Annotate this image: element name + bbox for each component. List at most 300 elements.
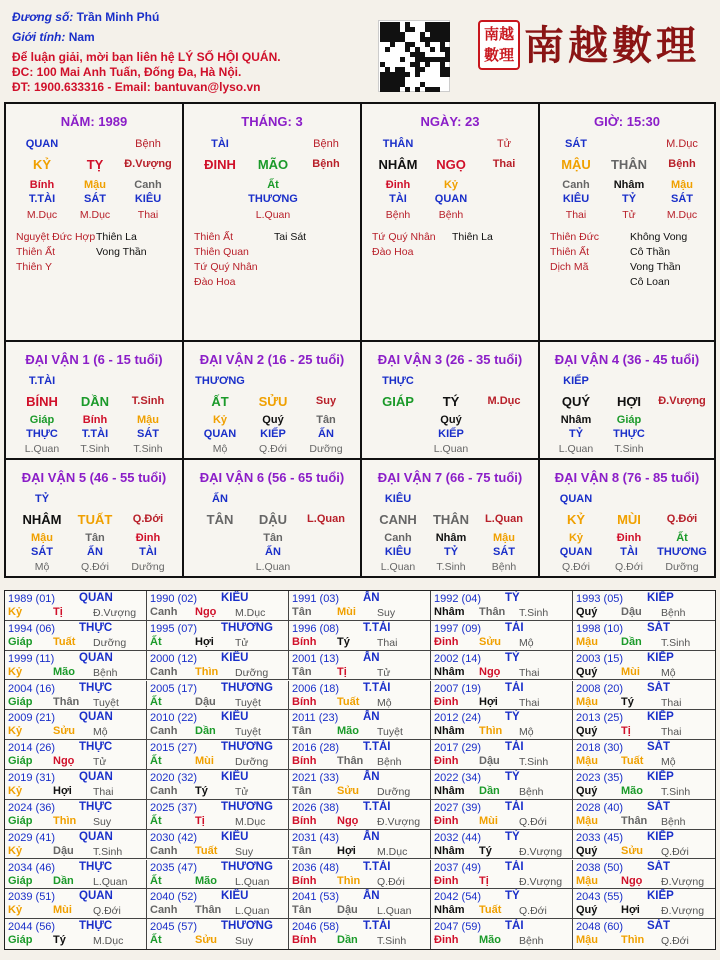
year-star: T.TÀI bbox=[363, 741, 391, 754]
year-star: ẤN bbox=[363, 830, 380, 843]
god-left: Thiên Ất bbox=[194, 231, 234, 243]
hidden-stem: Mậu bbox=[84, 179, 106, 191]
year-state: Tử bbox=[377, 666, 391, 679]
year-stem: Bính bbox=[292, 814, 317, 827]
year-branch: Thân bbox=[337, 755, 364, 768]
year-stem: Giáp bbox=[8, 874, 33, 887]
year-star: ẤN bbox=[363, 592, 380, 604]
year-stem: Tân bbox=[292, 785, 312, 797]
hidden-state: Dưỡng bbox=[309, 443, 343, 455]
year-stem: Kỷ bbox=[8, 844, 23, 857]
year-cell[interactable] bbox=[5, 889, 147, 919]
year-cell[interactable] bbox=[5, 919, 147, 949]
year-branch: Tuất bbox=[479, 904, 502, 917]
year-star: KIÊU bbox=[221, 890, 249, 903]
year-stem: Đinh bbox=[434, 934, 459, 947]
year-branch: Hợi bbox=[195, 635, 214, 648]
year-label: 2023 (35) bbox=[576, 772, 624, 784]
year-label: 2038 (50) bbox=[576, 861, 624, 874]
year-star: KIẾP bbox=[647, 651, 674, 664]
year-branch: Hợi bbox=[337, 844, 356, 857]
year-stem: Mậu bbox=[576, 635, 598, 648]
dai-van-branch: DẦN bbox=[80, 394, 110, 409]
year-stem: Nhâm bbox=[434, 606, 465, 618]
year-cell[interactable] bbox=[5, 740, 147, 770]
phone-email-line[interactable]: ĐT: 1900.633316 - Email: bantuvan@lyso.vn bbox=[12, 80, 261, 94]
year-cell[interactable] bbox=[147, 830, 289, 860]
year-star: THỰC bbox=[79, 920, 113, 933]
hidden-state: Q.Đới bbox=[259, 443, 287, 455]
dai-van-4 bbox=[540, 342, 714, 460]
hidden-star: ẤN bbox=[265, 546, 281, 558]
year-cell[interactable] bbox=[147, 740, 289, 770]
year-branch: Sửu bbox=[53, 725, 76, 738]
year-state: Bệnh bbox=[519, 786, 544, 798]
year-star: ẤN bbox=[363, 771, 380, 783]
god-left: Tứ Quý Nhân bbox=[194, 261, 258, 273]
hidden-state: M.Dục bbox=[26, 209, 58, 221]
year-cell[interactable] bbox=[573, 860, 715, 890]
year-cell[interactable] bbox=[289, 860, 431, 890]
year-stem: Mậu bbox=[576, 934, 598, 947]
dai-van-state: T.Sinh bbox=[131, 395, 165, 407]
year-cell[interactable] bbox=[147, 919, 289, 949]
year-star: TÀI bbox=[505, 621, 524, 634]
dai-van-state: L.Quan bbox=[307, 513, 345, 525]
year-cell[interactable] bbox=[147, 591, 289, 621]
year-branch: Tý bbox=[479, 844, 492, 857]
year-cell[interactable] bbox=[147, 651, 289, 681]
year-cell[interactable] bbox=[431, 621, 573, 651]
seal-stamp-icon: 南越 數理 bbox=[478, 20, 520, 70]
god-left: Nguyệt Đức Hợp bbox=[16, 231, 96, 243]
year-label: 1998 (10) bbox=[576, 622, 624, 635]
year-cell[interactable] bbox=[289, 740, 431, 770]
hidden-state: Mộ bbox=[34, 561, 50, 573]
year-label: 1994 (06) bbox=[8, 622, 56, 635]
year-branch: Sửu bbox=[479, 635, 502, 648]
hidden-state: Thai bbox=[137, 209, 159, 221]
year-stem: Nhâm bbox=[434, 785, 465, 797]
dai-van-state: Đ.Vượng bbox=[658, 395, 706, 407]
pillar-4 bbox=[540, 104, 714, 342]
year-label: 1989 (01) bbox=[8, 593, 56, 605]
pillar-title: NGÀY: 23 bbox=[420, 114, 480, 129]
year-cell[interactable] bbox=[289, 830, 431, 860]
earthly-branch: THÂN bbox=[610, 157, 648, 172]
year-stem: Nhâm bbox=[434, 844, 465, 857]
year-label: 2040 (52) bbox=[150, 891, 198, 904]
dai-van-star: KIẾP bbox=[563, 375, 589, 387]
year-cell[interactable] bbox=[573, 740, 715, 770]
hidden-stem: Canh bbox=[134, 179, 162, 191]
year-cell[interactable] bbox=[5, 710, 147, 740]
dai-van-title: ĐẠI VẬN 8 (76 - 85 tuổi) bbox=[554, 470, 700, 485]
year-stem: Nhâm bbox=[434, 904, 465, 917]
hidden-stem: Bính bbox=[82, 414, 108, 426]
god-right: Cô Thần bbox=[630, 246, 671, 258]
year-label: 2021 (33) bbox=[292, 772, 340, 784]
year-cell[interactable] bbox=[431, 710, 573, 740]
year-branch: Thìn bbox=[621, 934, 645, 947]
year-star: KIÊU bbox=[221, 771, 249, 783]
year-branch: Mão bbox=[53, 665, 75, 678]
year-cell[interactable] bbox=[431, 889, 573, 919]
hidden-state: Bệnh bbox=[438, 209, 464, 221]
main-star-state: Bệnh bbox=[313, 138, 339, 150]
year-star: TỶ bbox=[505, 651, 520, 664]
year-branch: Mão bbox=[195, 874, 217, 887]
year-label: 2022 (34) bbox=[434, 772, 482, 784]
hidden-star: SÁT bbox=[671, 193, 693, 205]
hidden-star: SÁT bbox=[137, 428, 159, 440]
hidden-star: TỶ bbox=[621, 193, 637, 205]
hidden-star: QUAN bbox=[203, 428, 237, 440]
dai-van-8 bbox=[540, 460, 714, 578]
year-star: KIÊU bbox=[221, 711, 249, 724]
year-label: 2011 (23) bbox=[292, 712, 339, 725]
year-star: SÁT bbox=[647, 860, 670, 873]
year-branch: Tị bbox=[53, 606, 63, 618]
pillar-2 bbox=[184, 104, 362, 342]
hidden-stem: Mậu bbox=[31, 532, 53, 544]
year-branch: Mão bbox=[479, 934, 501, 947]
year-label: 2044 (56) bbox=[8, 921, 56, 934]
year-state: Đ.Vượng bbox=[93, 607, 137, 619]
dai-van-2 bbox=[184, 342, 362, 460]
year-cell[interactable] bbox=[5, 591, 147, 621]
dai-van-title: ĐẠI VẬN 1 (6 - 15 tuổi) bbox=[25, 352, 163, 367]
hidden-stem: Tân bbox=[85, 532, 105, 544]
year-stem: Ất bbox=[150, 635, 162, 648]
year-branch: Ngọ bbox=[195, 606, 217, 618]
year-branch: Tuất bbox=[337, 695, 360, 708]
dai-van-branch: MÙI bbox=[617, 512, 641, 527]
year-cell[interactable] bbox=[147, 889, 289, 919]
hidden-stem: Giáp bbox=[616, 414, 642, 426]
dai-van-stem: KỶ bbox=[566, 512, 586, 527]
year-label: 2028 (40) bbox=[576, 801, 624, 814]
year-stem: Quý bbox=[576, 844, 598, 857]
main-star-state: Tử bbox=[496, 138, 512, 150]
dai-van-stem: ẤT bbox=[211, 394, 229, 409]
year-stem: Giáp bbox=[8, 755, 33, 768]
hidden-star: T.TÀI bbox=[81, 428, 109, 440]
dai-van-title: ĐẠI VẬN 2 (16 - 25 tuổi) bbox=[199, 352, 345, 367]
year-state: Bệnh bbox=[661, 815, 686, 828]
year-state: Tử bbox=[93, 756, 107, 769]
year-cell[interactable] bbox=[289, 681, 431, 711]
dai-van-state: Suy bbox=[315, 395, 337, 407]
year-branch: Tị bbox=[479, 874, 489, 887]
year-stem: Nhâm bbox=[434, 725, 465, 738]
year-cell[interactable] bbox=[147, 770, 289, 800]
pillar-1 bbox=[6, 104, 184, 342]
year-cell[interactable] bbox=[573, 830, 715, 860]
year-branch: Tý bbox=[53, 934, 66, 947]
year-branch: Mùi bbox=[479, 814, 498, 827]
year-state: Suy bbox=[93, 815, 112, 828]
hidden-star: SÁT bbox=[84, 193, 106, 205]
year-star: T.TÀI bbox=[363, 621, 391, 634]
year-star: KIẾP bbox=[647, 830, 674, 843]
year-cell[interactable] bbox=[5, 621, 147, 651]
year-label: 2016 (28) bbox=[292, 742, 340, 755]
hidden-stem: Mậu bbox=[493, 532, 515, 544]
year-stem: Canh bbox=[150, 665, 178, 678]
hidden-star: KIÊU bbox=[562, 193, 590, 205]
year-label: 2045 (57) bbox=[150, 921, 198, 934]
year-label: 1996 (08) bbox=[292, 622, 340, 635]
year-label: 2042 (54) bbox=[434, 891, 482, 904]
year-cell[interactable] bbox=[5, 860, 147, 890]
hidden-state: T.Sinh bbox=[436, 561, 466, 573]
year-branch: Thân bbox=[479, 606, 506, 618]
year-label: 2048 (60) bbox=[576, 921, 624, 934]
hidden-stem: Kỷ bbox=[212, 414, 228, 426]
year-star: QUAN bbox=[79, 890, 113, 903]
year-cell[interactable] bbox=[289, 710, 431, 740]
year-branch: Mão bbox=[621, 785, 643, 797]
year-branch: Thìn bbox=[195, 665, 219, 678]
year-state: T.Sinh bbox=[519, 607, 549, 619]
heavenly-stem: MẬU bbox=[561, 157, 591, 172]
year-label: 2043 (55) bbox=[576, 891, 624, 904]
year-label: 2033 (45) bbox=[576, 831, 624, 844]
year-star: TỶ bbox=[505, 711, 520, 724]
hidden-stem: Đinh bbox=[385, 179, 411, 191]
owner-name: Trần Minh Phú bbox=[76, 10, 160, 24]
year-branch: Ngọ bbox=[479, 665, 501, 678]
year-cell[interactable] bbox=[289, 770, 431, 800]
year-star: KIÊU bbox=[221, 830, 249, 843]
year-star: TÀI bbox=[505, 800, 524, 813]
pillar-3 bbox=[362, 104, 540, 342]
dai-van-star: THỰC bbox=[382, 375, 414, 387]
year-cell[interactable] bbox=[5, 651, 147, 681]
pillars-grid bbox=[4, 102, 716, 578]
year-stem: Mậu bbox=[576, 695, 598, 708]
year-label: 2026 (38) bbox=[292, 801, 340, 814]
year-cell[interactable] bbox=[5, 800, 147, 830]
year-cell[interactable] bbox=[573, 591, 715, 621]
year-label: 2024 (36) bbox=[8, 801, 56, 814]
year-star: T.TÀI bbox=[363, 860, 391, 873]
year-branch: Thìn bbox=[53, 814, 77, 827]
year-label: 2047 (59) bbox=[434, 921, 482, 934]
year-state: Tử bbox=[235, 786, 249, 798]
dai-van-5 bbox=[6, 460, 184, 578]
year-state: Tuyệt bbox=[235, 696, 261, 709]
year-label: 2046 (58) bbox=[292, 921, 340, 934]
year-branch: Thìn bbox=[479, 725, 503, 738]
year-label: 2017 (29) bbox=[434, 742, 482, 755]
year-cell[interactable] bbox=[573, 710, 715, 740]
year-star: ẤN bbox=[363, 890, 380, 903]
hidden-star: TÀI bbox=[139, 546, 157, 558]
hidden-state: L.Quan bbox=[380, 561, 416, 573]
year-label: 2032 (44) bbox=[434, 831, 482, 844]
year-cell[interactable] bbox=[573, 681, 715, 711]
year-cell[interactable] bbox=[431, 770, 573, 800]
hidden-stem: Quý bbox=[440, 414, 462, 426]
hidden-stem: Đinh bbox=[616, 532, 642, 544]
dai-van-star: THƯƠNG bbox=[195, 375, 245, 387]
year-cell[interactable] bbox=[573, 919, 715, 949]
year-state: Tuyệt bbox=[235, 726, 261, 739]
year-state: Dưỡng bbox=[235, 666, 269, 679]
hidden-stem: Kỷ bbox=[568, 532, 584, 544]
year-state: M.Dục bbox=[93, 935, 124, 948]
year-star: THỰC bbox=[79, 681, 113, 694]
year-table bbox=[4, 590, 716, 950]
year-cell[interactable] bbox=[431, 919, 573, 949]
year-state: Tuyệt bbox=[93, 696, 119, 709]
year-star: TỶ bbox=[505, 890, 520, 903]
year-branch: Dậu bbox=[479, 755, 500, 768]
year-cell[interactable] bbox=[431, 800, 573, 830]
year-stem: Canh bbox=[150, 725, 178, 738]
branch-state: Đ.Vượng bbox=[124, 158, 172, 170]
year-stem: Ất bbox=[150, 814, 162, 827]
year-stem: Đinh bbox=[434, 814, 459, 827]
year-stem: Quý bbox=[576, 606, 598, 618]
dai-van-stem: QUÝ bbox=[561, 394, 591, 409]
year-cell[interactable] bbox=[147, 800, 289, 830]
hidden-star: QUAN bbox=[559, 546, 593, 558]
year-branch: Tị bbox=[337, 665, 347, 678]
year-stem: Quý bbox=[576, 785, 598, 797]
year-stem: Bính bbox=[292, 695, 317, 708]
dai-van-state: M.Dục bbox=[487, 395, 521, 407]
main-star-state: M.Dục bbox=[666, 138, 698, 150]
year-state: Mộ bbox=[377, 696, 392, 709]
earthly-branch: NGỌ bbox=[436, 157, 466, 172]
year-branch: Mão bbox=[337, 725, 359, 738]
hidden-star: KIẾP bbox=[438, 428, 464, 440]
gender-label: Giới tính: bbox=[12, 30, 69, 44]
hidden-stem: Ất bbox=[676, 532, 688, 544]
year-cell[interactable] bbox=[289, 800, 431, 830]
year-branch: Thân bbox=[621, 814, 648, 827]
year-stem: Bính bbox=[292, 934, 317, 947]
year-branch: Ngọ bbox=[337, 814, 359, 827]
year-branch: Hợi bbox=[621, 904, 640, 917]
year-state: Thai bbox=[377, 636, 398, 649]
year-cell[interactable] bbox=[147, 860, 289, 890]
year-cell[interactable] bbox=[431, 591, 573, 621]
year-state: Đ.Vượng bbox=[519, 845, 563, 858]
year-cell[interactable] bbox=[289, 651, 431, 681]
year-star: THỰC bbox=[79, 800, 113, 813]
hidden-star: THỰC bbox=[613, 428, 645, 440]
hidden-star: SÁT bbox=[31, 546, 53, 558]
year-branch: Dần bbox=[53, 874, 74, 887]
year-branch: Tý bbox=[195, 785, 208, 797]
year-cell[interactable] bbox=[431, 740, 573, 770]
year-cell[interactable] bbox=[5, 681, 147, 711]
earthly-branch: MÃO bbox=[257, 157, 289, 172]
year-star: SÁT bbox=[647, 621, 670, 634]
hidden-stem: Mậu bbox=[137, 414, 159, 426]
year-cell[interactable] bbox=[5, 830, 147, 860]
qr-code-icon[interactable] bbox=[378, 20, 450, 92]
year-stem: Ất bbox=[150, 695, 162, 708]
dai-van-branch: TÝ bbox=[442, 394, 460, 409]
dai-van-state: L.Quan bbox=[485, 513, 523, 525]
year-cell[interactable] bbox=[289, 889, 431, 919]
year-cell[interactable] bbox=[289, 591, 431, 621]
year-branch: Dậu bbox=[621, 606, 642, 618]
year-state: Dưỡng bbox=[93, 636, 127, 649]
year-label: 2034 (46) bbox=[8, 861, 56, 874]
dai-van-state: Q.Đới bbox=[666, 513, 698, 525]
year-cell[interactable] bbox=[289, 919, 431, 949]
year-label: 2009 (21) bbox=[8, 712, 56, 725]
year-label: 2029 (41) bbox=[8, 831, 56, 844]
year-star: SÁT bbox=[647, 741, 670, 754]
year-star: SÁT bbox=[647, 800, 670, 813]
year-cell[interactable] bbox=[289, 621, 431, 651]
hidden-stem: Tân bbox=[263, 532, 283, 544]
god-left: Thiên Đức bbox=[550, 231, 600, 243]
dai-van-branch: HỢI bbox=[616, 394, 642, 409]
year-cell[interactable] bbox=[147, 681, 289, 711]
year-cell[interactable] bbox=[573, 770, 715, 800]
year-stem: Canh bbox=[150, 904, 178, 917]
year-state: Mộ bbox=[519, 636, 534, 649]
year-state: L.Quan bbox=[377, 905, 412, 918]
year-label: 1999 (11) bbox=[8, 652, 55, 665]
hidden-state: L.Quan bbox=[433, 443, 469, 455]
god-right: Cô Loan bbox=[630, 276, 670, 288]
year-label: 2003 (15) bbox=[576, 652, 624, 665]
dai-van-7 bbox=[362, 460, 540, 578]
year-cell[interactable] bbox=[5, 770, 147, 800]
year-cell[interactable] bbox=[573, 800, 715, 830]
heavenly-stem: KỶ bbox=[32, 157, 52, 172]
hidden-stem: Tân bbox=[316, 414, 336, 426]
year-branch: Tuất bbox=[195, 844, 218, 857]
hidden-state: Q.Đới bbox=[81, 561, 109, 573]
year-cell[interactable] bbox=[147, 710, 289, 740]
year-star: T.TÀI bbox=[363, 920, 391, 933]
year-cell[interactable] bbox=[431, 830, 573, 860]
hidden-star: KIÊU bbox=[384, 546, 412, 558]
hidden-star: THƯƠNG bbox=[248, 193, 298, 205]
year-label: 2039 (51) bbox=[8, 891, 56, 904]
heavenly-stem: NHÂM bbox=[378, 157, 418, 172]
year-label: 2008 (20) bbox=[576, 682, 624, 695]
year-stem: Canh bbox=[150, 606, 178, 618]
year-star: KIẾP bbox=[647, 592, 674, 604]
year-star: THỰC bbox=[79, 621, 113, 634]
year-cell[interactable] bbox=[431, 860, 573, 890]
year-star: THỰC bbox=[79, 741, 113, 754]
year-cell[interactable] bbox=[431, 651, 573, 681]
year-branch: Sửu bbox=[337, 785, 360, 797]
year-state: Q.Đới bbox=[519, 905, 547, 918]
year-cell[interactable] bbox=[573, 621, 715, 651]
year-cell[interactable] bbox=[573, 889, 715, 919]
hidden-star: KIÊU bbox=[134, 193, 162, 205]
hidden-star: QUAN bbox=[434, 193, 468, 205]
year-state: M.Dục bbox=[377, 845, 408, 858]
year-cell[interactable] bbox=[573, 651, 715, 681]
year-branch: Mùi bbox=[195, 755, 214, 768]
year-cell[interactable] bbox=[431, 681, 573, 711]
year-cell[interactable] bbox=[147, 621, 289, 651]
